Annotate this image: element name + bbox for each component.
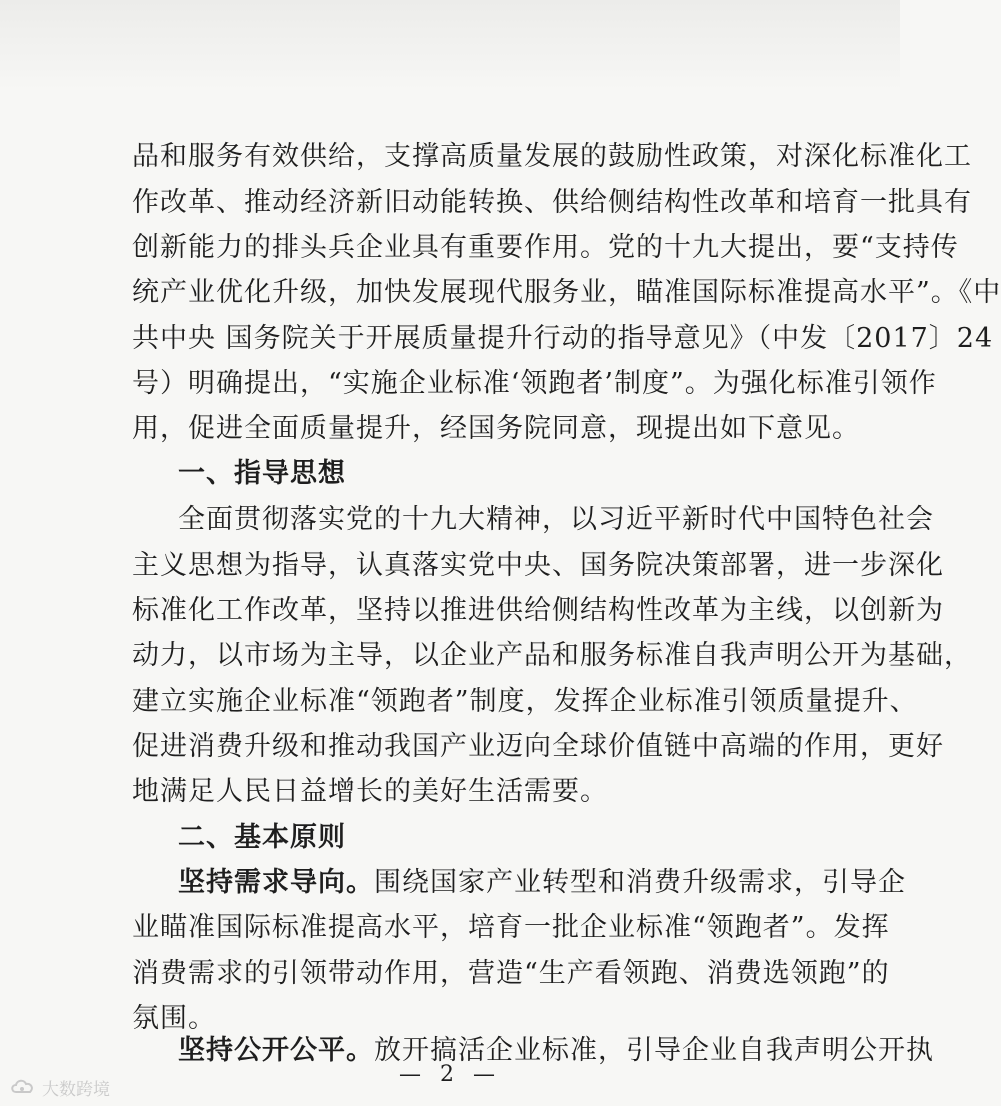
scan-shadow xyxy=(0,0,900,90)
body-line: 氛围。 xyxy=(132,1003,216,1034)
principle-lead: 坚持公开公平。 xyxy=(178,1035,374,1066)
watermark-text: 大数跨境 xyxy=(42,1079,110,1100)
body-line: 统产业优化升级，加快发展现代服务业，瞄准国际标准提高水平”。《中 xyxy=(132,277,1001,308)
page-number: — 2 — xyxy=(399,1062,501,1087)
body-line: 创新能力的排头兵企业具有重要作用。党的十九大提出，要“支持传 xyxy=(132,232,959,263)
body-line: 标准化工作改革，坚持以推进供给侧结构性改革为主线，以创新为 xyxy=(132,595,944,626)
section-heading-basic-principles: 二、基本原则 xyxy=(178,822,346,853)
principle-text: 围绕国家产业转型和消费升级需求，引导企 xyxy=(374,867,906,898)
body-line: 品和服务有效供给，支撑高质量发展的鼓励性政策，对深化标准化工 xyxy=(132,141,972,172)
watermark xyxy=(10,1074,110,1100)
body-line: 主义思想为指导，认真落实党中央、国务院决策部署，进一步深化 xyxy=(132,550,944,581)
principle-lead: 坚持需求导向。 xyxy=(178,867,374,898)
body-line: 动力，以市场为主导，以企业产品和服务标准自我声明公开为基础， xyxy=(132,640,972,671)
body-line: 地满足人民日益增长的美好生活需要。 xyxy=(132,776,608,807)
body-line: 业瞄准国际标准提高水平，培育一批企业标准“领跑者”。发挥 xyxy=(132,912,890,943)
body-line: 共中央 国务院关于开展质量提升行动的指导意见》（中发〔2017〕24 xyxy=(132,323,994,354)
principle-paragraph-demand xyxy=(178,865,906,901)
body-line: 促进消费升级和推动我国产业迈向全球价值链中高端的作用，更好 xyxy=(132,731,944,762)
body-line: 作改革、推动经济新旧动能转换、供给侧结构性改革和培育一批具有 xyxy=(132,187,972,218)
body-line: 建立实施企业标准“领跑者”制度，发挥企业标准引领质量提升、 xyxy=(132,686,918,717)
body-line: 用，促进全面质量提升，经国务院同意，现提出如下意见。 xyxy=(132,413,860,444)
section-heading-guiding-thought: 一、指导思想 xyxy=(178,458,346,489)
principle-text: 放开搞活企业标准，引导企业自我声明公开执 xyxy=(374,1035,934,1066)
body-line: 消费需求的引领带动作用，营造“生产看领跑、消费选领跑”的 xyxy=(132,958,890,989)
body-line: 全面贯彻落实党的十九大精神，以习近平新时代中国特色社会 xyxy=(178,504,934,535)
body-line: 号）明确提出，“实施企业标准‘领跑者’制度”。为强化标准引领作 xyxy=(132,368,937,399)
cloud-logo-icon xyxy=(10,1076,36,1098)
